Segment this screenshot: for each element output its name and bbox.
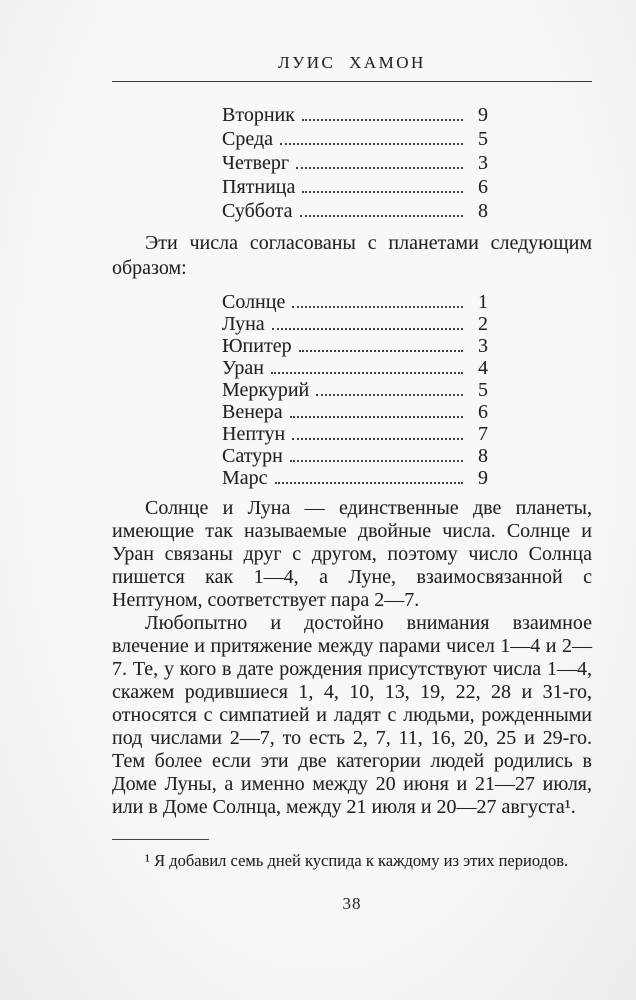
dot-leader: [272, 328, 463, 330]
running-head: ЛУИС ХАМОН: [278, 53, 426, 72]
planet-label: Луна: [222, 313, 265, 335]
list-item: [222, 401, 488, 423]
planet-label: Нептун: [222, 423, 286, 445]
dot-leader: [290, 416, 463, 418]
dot-leader: [290, 460, 463, 462]
planet-label: Уран: [222, 357, 264, 379]
dot-leader: [299, 350, 463, 352]
header-rule: [112, 81, 592, 82]
planet-value: 4: [478, 357, 488, 379]
list-item: [222, 176, 488, 200]
planet-value: 6: [478, 401, 488, 423]
planet-value: 5: [478, 379, 488, 401]
day-value: 8: [478, 200, 488, 222]
list-item: [222, 313, 488, 335]
planet-value: 3: [478, 335, 488, 357]
planet-value: 2: [478, 313, 488, 335]
list-item: [222, 423, 488, 445]
day-label: Вторник: [222, 104, 295, 126]
list-item: [222, 467, 488, 489]
page-number: 38: [342, 894, 362, 913]
list-item: [222, 335, 488, 357]
day-value: 5: [478, 128, 488, 150]
planet-label: Меркурий: [222, 379, 310, 401]
intro-section: [112, 231, 592, 281]
planet-label: Марс: [222, 467, 268, 489]
planet-label: Сатурн: [222, 445, 283, 467]
list-item: [222, 128, 488, 152]
planet-value: 7: [478, 423, 488, 445]
footnote: [112, 849, 592, 873]
planet-number-list: [222, 291, 488, 489]
dot-leader: [271, 372, 463, 374]
day-label: Четверг: [222, 152, 290, 174]
day-label: Среда: [222, 128, 274, 150]
day-value: 3: [478, 152, 488, 174]
paragraph: Солнце и Луна — единственные две планеты, имеющие так называемые двойные числа. Солнце и Уран связаны друг с другом, поэтому число Солнца пишется как 1—4, а Луне, взаимосвязанной с Нептуном, соответствует пара 2—7.: [112, 497, 592, 611]
dot-leader: [302, 119, 463, 121]
planet-value: 8: [478, 445, 488, 467]
list-item: [222, 357, 488, 379]
list-item: [222, 291, 488, 313]
planet-label: Солнце: [222, 291, 286, 313]
footnote-rule: [112, 839, 209, 840]
list-item: [222, 104, 488, 128]
dot-leader: [292, 438, 463, 440]
list-item: [222, 152, 488, 176]
list-item: [222, 200, 488, 224]
paragraph: Любопытно и достойно внимания взаимное влечение и притяжение между парами чисел 1—4 и 2—7. Те, у кого в дате рождения присутствуют числа 1—4, скажем родившиеся 1, 4, 10, 13, 19, 22, 28 и 31-го, относятся с симпатией и ладят с людьми, рожденными под числами 2—7, то есть 2, 7, 11, 16, 20, 25 и 29-го. Тем более если эти две категории людей родились в Доме Луны, а именно между 20 июня и 21—27 июля, или в Доме Солнца, между 21 июля и 20—27 августа¹.: [112, 612, 592, 818]
dot-leader: [292, 306, 463, 308]
list-item: [222, 379, 488, 401]
day-value: 6: [478, 176, 488, 198]
planet-label: Венера: [222, 401, 283, 423]
footnote-text: ¹ Я добавил семь дней куспида к каждому из этих периодов.: [145, 851, 569, 870]
dot-leader: [296, 167, 463, 169]
list-item: [222, 445, 488, 467]
intro-paragraph: Эти числа согласованы с планетами следующим образом:: [112, 232, 592, 279]
day-label: Пятница: [222, 176, 296, 198]
dot-leader: [316, 394, 463, 396]
day-number-list: [222, 104, 488, 224]
day-label: Суббота: [222, 200, 293, 222]
main-text: [112, 497, 592, 819]
planet-label: Юпитер: [222, 335, 292, 357]
day-value: 9: [478, 104, 488, 126]
dot-leader: [300, 215, 463, 217]
planet-value: 1: [478, 291, 488, 313]
planet-value: 9: [478, 467, 488, 489]
dot-leader: [302, 191, 463, 193]
dot-leader: [275, 482, 463, 484]
dot-leader: [280, 143, 463, 145]
